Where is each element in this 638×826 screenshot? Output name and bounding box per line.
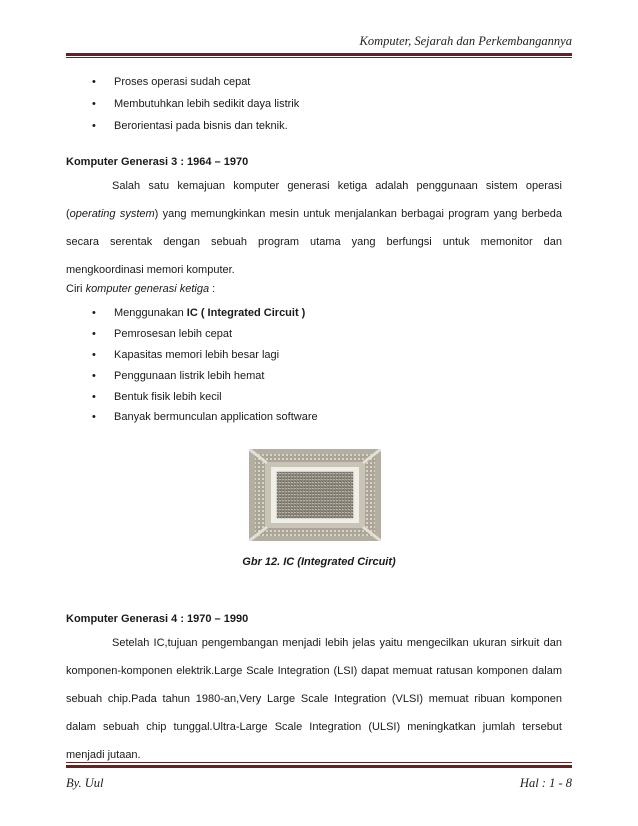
ic-chip-image <box>249 449 381 541</box>
list-item <box>92 118 288 134</box>
list-item-text: Banyak bermunculan application software <box>114 411 318 423</box>
footer-rule-thin <box>66 762 572 763</box>
paragraph-italic: operating system <box>69 208 155 220</box>
running-header: Komputer, Sejarah dan Perkembangannya <box>359 34 572 48</box>
list-item-text <box>114 305 305 321</box>
section-heading-gen3: Komputer Generasi 3 : 1964 – 1970 <box>66 156 249 168</box>
list-item <box>92 326 232 342</box>
section-heading-gen4: Komputer Generasi 4 : 1970 – 1990 <box>66 613 249 625</box>
bullet-icon: • <box>92 307 96 319</box>
list-item-text: Pemrosesan lebih cepat <box>114 328 233 340</box>
bullet-icon: • <box>92 411 96 423</box>
list-item <box>92 409 318 425</box>
header-rule-thick <box>66 53 572 56</box>
ciri-italic: komputer generasi ketiga <box>85 283 210 295</box>
list-item-text: Berorientasi pada bisnis dan teknik. <box>114 120 288 132</box>
bullet-icon: • <box>92 76 96 88</box>
figure-caption: Gbr 12. IC (Integrated Circuit) <box>242 556 396 568</box>
ciri-label <box>66 283 215 295</box>
list-item-text: Kapasitas memori lebih besar lagi <box>114 349 280 361</box>
footer-rule-thick <box>66 765 572 768</box>
ciri-colon: : <box>209 283 216 295</box>
list-item <box>92 305 305 321</box>
ciri-text: Ciri <box>66 283 86 295</box>
footer-author: By. Uul <box>66 776 104 790</box>
list-item-text: Proses operasi sudah cepat <box>114 76 251 88</box>
list-item-text: Penggunaan listrik lebih hemat <box>114 370 265 382</box>
list-item <box>92 368 264 384</box>
ic-chip-drawing <box>249 449 381 541</box>
header-rule-thin <box>66 57 572 58</box>
list-item <box>92 347 279 363</box>
paragraph-gen4 <box>66 629 562 769</box>
list-item-prefix: Menggunakan <box>114 307 187 319</box>
bullet-icon: • <box>92 98 96 110</box>
paragraph-gen3 <box>66 172 562 284</box>
list-item <box>92 74 250 90</box>
list-item-bold: IC ( Integrated Circuit ) <box>186 307 306 319</box>
footer-page-number: Hal : 1 - 8 <box>519 776 572 790</box>
paragraph-text: Setelah IC,tujuan pengembangan menjadi lebih jelas yaitu mengecilkan ukuran sirkuit dan komponen-komponen elektrik.Large Scale Integration (LSI) dapat memuat ratusan komponen dalam sebuah chip.Pada tahun 1980-an,Very Large Scale Integration (VLSI) memuat ribuan komponen dalam sebuah chip tunggal.Ultra-Large Scale Integration (ULSI) meningkatkan jumlah tersebut menjadi jutaan. <box>66 637 562 761</box>
list-item-text: Membutuhkan lebih sedikit daya listrik <box>114 98 300 110</box>
list-item <box>92 389 222 405</box>
bullet-icon: • <box>92 370 96 382</box>
list-item-text: Bentuk fisik lebih kecil <box>114 391 222 403</box>
bullet-icon: • <box>92 328 96 340</box>
paragraph-text: Salah satu kemajuan komputer generasi ketiga adalah penggunaan sistem operasi ( <box>66 180 562 220</box>
paragraph-text: ) yang memungkinkan mesin untuk menjalankan berbagai program yang berbeda secara serentak dengan sebuah program utama yang berfungsi untuk memonitor dan mengkoordinasi memori komputer. <box>66 208 562 276</box>
bullet-icon: • <box>92 349 96 361</box>
list-item <box>92 96 299 112</box>
bullet-icon: • <box>92 120 96 132</box>
bullet-icon: • <box>92 391 96 403</box>
